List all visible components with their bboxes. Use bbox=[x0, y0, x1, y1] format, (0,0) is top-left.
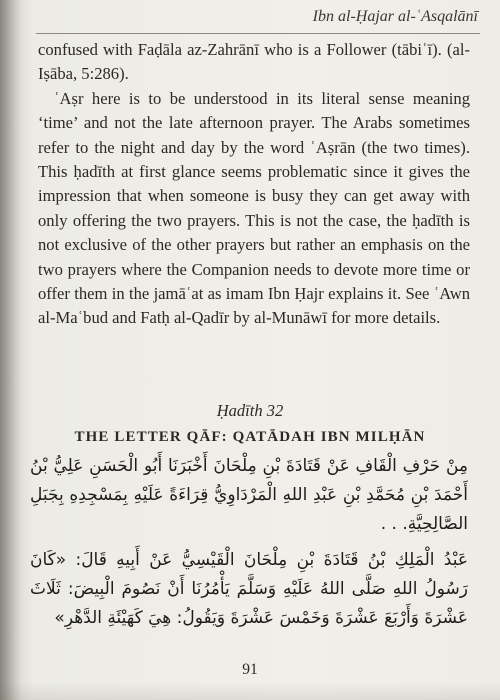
paragraph-2: ʿAṣr here is to be understood in its literal sense meaning ‘time’ and not the late afternoon prayer. The Arabs sometimes refer to the night and day by the word ʿAṣrān (the two times). This ḥadīth at first glance seems problematic since it gives the impression that when someone is busy they can get away with only offering the two prayers. This is not the case, the ḥadīth is not exclusive of the other prayers but rather an emphasis on the two prayers where the Companion needs to devote more time or offer them in the jamāʿat as imam Ibn Ḥajr explains it. See ʿAwn al-Maʿbud and Fatḥ al-Qadīr by al-Munāwī for more details. bbox=[38, 88, 470, 328]
section-title: THE LETTER QĀF: QATĀDAH IBN MILḤĀN bbox=[74, 429, 426, 445]
page-number: 91 bbox=[242, 661, 258, 678]
arabic-matn: عَبْدُ الْمَلِكِ بْنُ قَتَادَةَ بْنِ مِلْحَانَ الْقَيْسِيُّ عَنْ أَبِيهِ قَالَ: «كَانَ رَسُولُ اللهِ صَلَّى اللهُ عَلَيْهِ وَسَلَّمَ يَأْمُرُنَا أَنْ نَصُومَ الْبِيضَ: ثَلَاثَ عَشْرَةَ وَأَرْبَعَ عَشْرَةَ وَخَمْسَ عَشْرَةَ وَيَقُولُ: هِيَ كَهَيْئَةِ الدَّهْرِ» bbox=[30, 550, 468, 628]
running-head: Ibn al-Ḥajar al-ʿAsqalānī bbox=[312, 8, 478, 25]
page-bottom-shade bbox=[0, 682, 500, 700]
spine-shadow bbox=[0, 0, 22, 700]
arabic-text bbox=[30, 452, 468, 640]
paragraph-1: confused with Faḍāla az-Zahrānī who is a Follower (tābiʿī). (al-Iṣāba, 5:286). bbox=[38, 40, 470, 84]
header-rule bbox=[36, 33, 480, 34]
arabic-isnad: مِنْ حَرْفِ الْقَافِ عَنْ قَتَادَةَ بْنِ مِلْحَانَ أَخْبَرَنَا أَبُو الْحَسَنِ عَلِيُّ بْنُ أَحْمَدَ بْنِ مُحَمَّدِ بْنِ عَبْدِ اللهِ الْمَرْدَاوِيُّ قِرَاءَةً عَلَيْهِ بِمَسْجِدِهِ بِجَبَلِ الصَّالِحِيَّةِ. . . bbox=[30, 456, 468, 534]
hadith-heading: Ḥadīth 32 bbox=[216, 401, 284, 420]
body-text bbox=[38, 38, 470, 331]
